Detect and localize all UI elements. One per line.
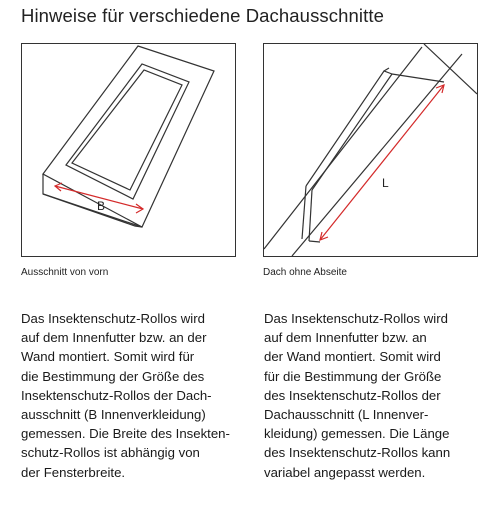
text-line: der Fensterbreite. <box>21 464 126 480</box>
paragraph-left <box>21 309 246 482</box>
dimension-label-l: L <box>382 176 389 190</box>
page-title: Hinweise für verschiedene Dachausschnitte <box>21 5 384 26</box>
roof-section-drawing <box>264 44 477 256</box>
window-front-drawing <box>22 44 235 256</box>
text-line: kleidung) gemessen. Die Länge <box>264 426 450 442</box>
text-line: auf dem Innenfutter bzw. an <box>264 330 427 346</box>
window-frame-lines <box>43 46 214 227</box>
diagram-window-front-view <box>21 43 236 257</box>
diagram-roof-section <box>263 43 478 257</box>
roof-lines <box>264 44 477 256</box>
caption-left: Ausschnitt von vorn <box>21 267 109 278</box>
text-line: variabel angepasst werden. <box>264 464 426 480</box>
text-line: Insektenschutz-Rollos der Dach- <box>21 387 212 403</box>
caption-right: Dach ohne Abseite <box>263 267 347 278</box>
dimension-label-b: B <box>97 199 106 213</box>
text-line: Das Insektenschutz-Rollos wird <box>21 311 205 326</box>
text-line: für die Bestimmung der Größe <box>264 368 442 384</box>
text-line: die Bestimmung der Größe des <box>21 368 205 384</box>
text-line: des Insektenschutz-Rollos kann <box>264 445 451 461</box>
text-line: Dachausschnitt (L Innenver- <box>264 407 429 423</box>
measure-l <box>320 85 444 240</box>
text-line: ausschnitt (B Innenverkleidung) <box>21 407 206 423</box>
text-line: auf dem Innenfutter bzw. an der <box>21 330 207 346</box>
text-line: des Insektenschutz-Rollos der <box>264 387 441 403</box>
text-line: Das Insektenschutz-Rollos wird <box>264 311 448 326</box>
text-line: der Wand montiert. Somit wird <box>264 349 441 365</box>
text-line: gemessen. Die Breite des Insekten- <box>21 426 230 442</box>
text-line: schutz-Rollos ist abhängig von <box>21 445 200 461</box>
paragraph-right <box>264 309 489 482</box>
measure-line-l <box>320 85 444 240</box>
text-line: Wand montiert. Somit wird für <box>21 349 195 365</box>
